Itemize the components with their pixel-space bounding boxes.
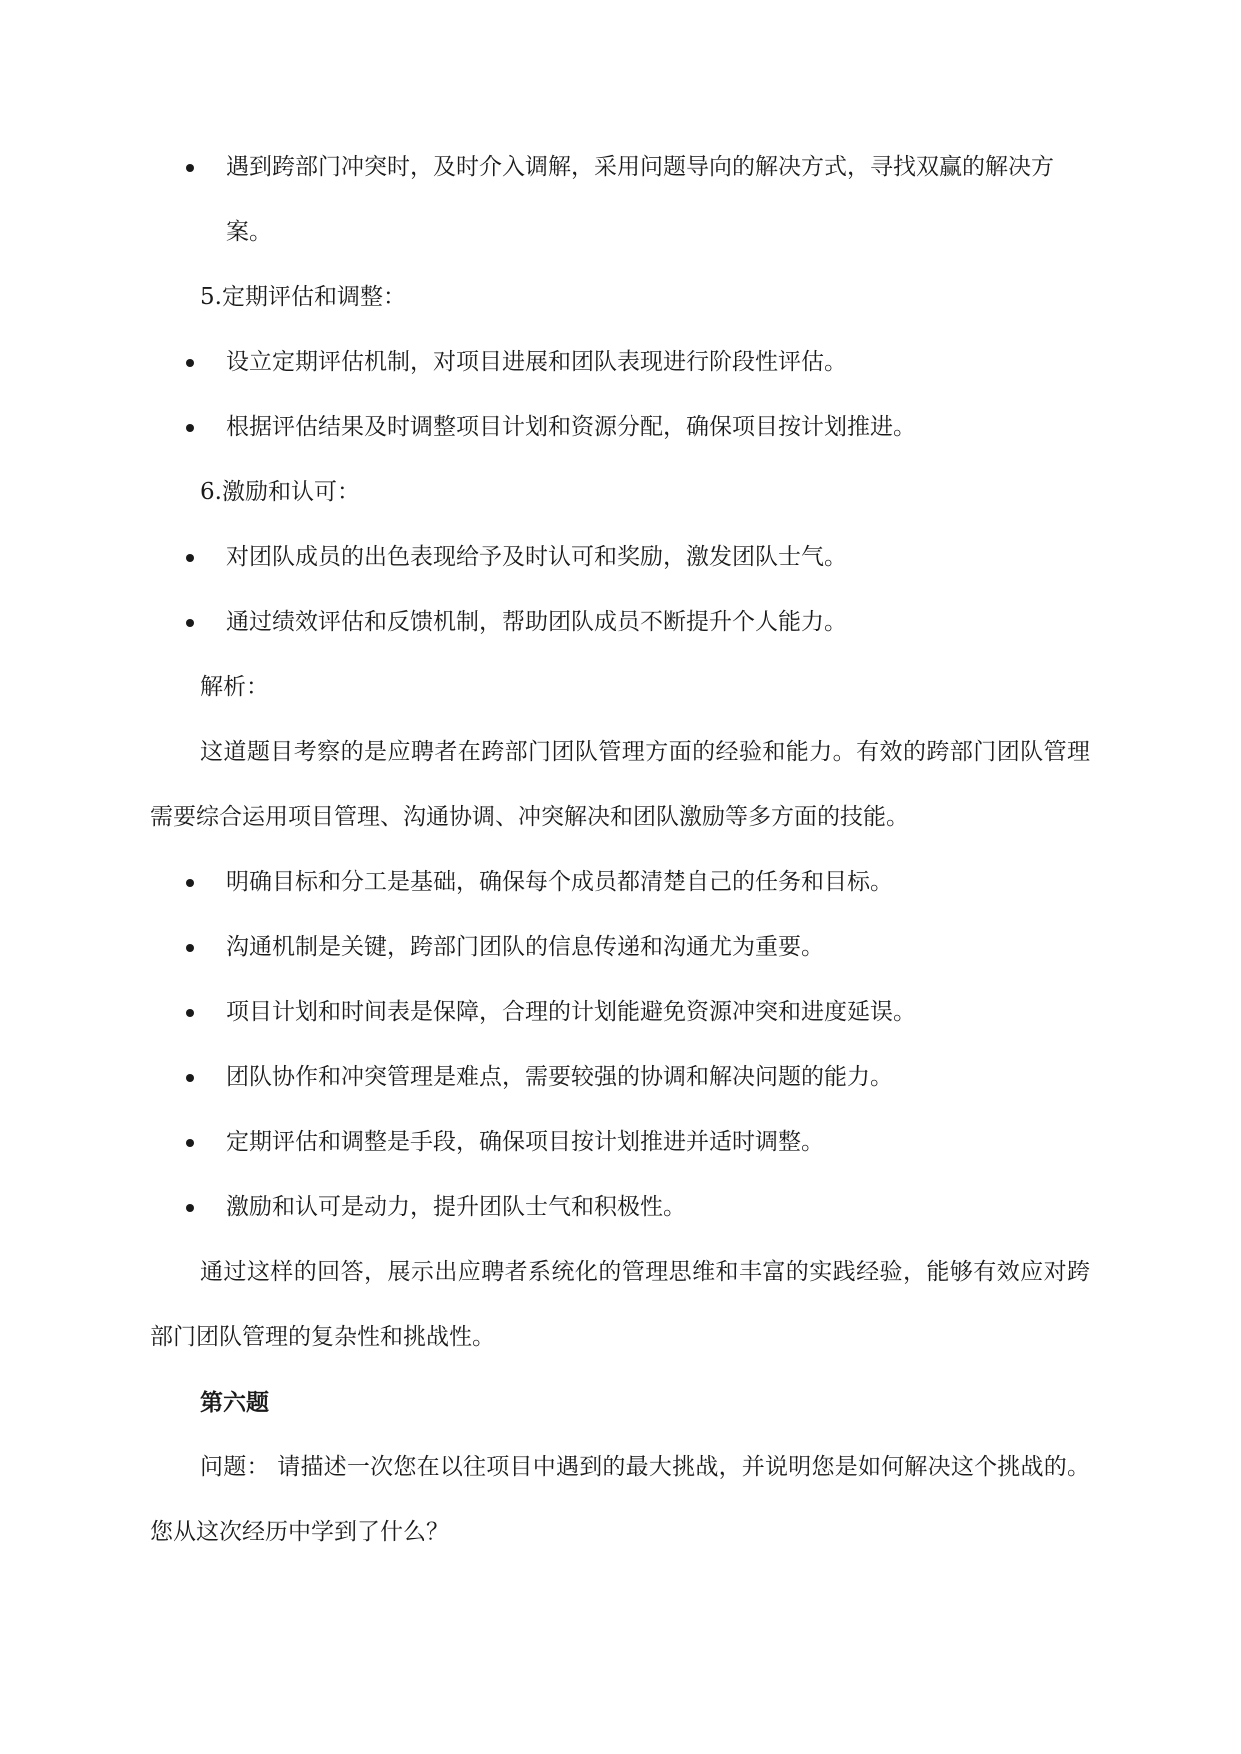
list-item [150, 395, 1090, 460]
analysis-paragraph: 这道题目考察的是应聘者在跨部门团队管理方面的经验和能力。有效的跨部门团队管理需要综合运用项目管理、沟通协调、冲突解决和团队激励等多方面的技能。 [150, 739, 1090, 830]
list-item-text: 对团队成员的出色表现给予及时认可和奖励，激发团队士气。 [226, 544, 847, 570]
list-item [150, 850, 1090, 915]
bullet-icon [186, 1074, 194, 1082]
list-item [150, 980, 1090, 1045]
list-item-text: 明确目标和分工是基础，确保每个成员都清楚自己的任务和目标。 [226, 869, 893, 895]
list-item-text: 定期评估和调整是手段，确保项目按计划推进并适时调整。 [226, 1129, 824, 1155]
list-item [150, 1110, 1090, 1175]
list-item [150, 330, 1090, 395]
list-item-text: 设立定期评估机制，对项目进展和团队表现进行阶段性评估。 [226, 349, 847, 375]
section-heading: 6.激励和认可： [200, 479, 360, 505]
section-heading: 5.定期评估和调整： [200, 284, 406, 310]
list-item-text: 激励和认可是动力，提升团队士气和积极性。 [226, 1194, 686, 1220]
list-item [150, 1175, 1090, 1240]
list-item [150, 1045, 1090, 1110]
analysis-label: 解析： [200, 674, 269, 700]
bullet-icon [186, 944, 194, 952]
bullet-icon [186, 1009, 194, 1017]
bullet-icon [186, 1139, 194, 1147]
question-paragraph: 问题： 请描述一次您在以往项目中遇到的最大挑战，并说明您是如何解决这个挑战的。您从这次经历中学到了什么？ [150, 1454, 1090, 1545]
list-item [150, 590, 1090, 655]
list-item [150, 525, 1090, 590]
bullet-icon [186, 554, 194, 562]
list-item-text: 通过绩效评估和反馈机制，帮助团队成员不断提升个人能力。 [226, 609, 847, 635]
bullet-icon [186, 1204, 194, 1212]
bullet-icon [186, 619, 194, 627]
list-item-text: 根据评估结果及时调整项目计划和资源分配，确保项目按计划推进。 [226, 414, 916, 440]
bullet-icon [186, 164, 194, 172]
list-item [150, 915, 1090, 980]
list-item-text: 团队协作和冲突管理是难点，需要较强的协调和解决问题的能力。 [226, 1064, 893, 1090]
summary-paragraph: 通过这样的回答，展示出应聘者系统化的管理思维和丰富的实践经验，能够有效应对跨部门团队管理的复杂性和挑战性。 [150, 1259, 1090, 1350]
document-body [150, 135, 1090, 1565]
list-item-text: 遇到跨部门冲突时，及时介入调解，采用问题导向的解决方式，寻找双赢的解决方案。 [226, 154, 1054, 245]
bullet-icon [186, 879, 194, 887]
section-title: 第六题 [200, 1389, 269, 1416]
list-item-text: 沟通机制是关键，跨部门团队的信息传递和沟通尤为重要。 [226, 934, 824, 960]
list-item-text: 项目计划和时间表是保障，合理的计划能避免资源冲突和进度延误。 [226, 999, 916, 1025]
bullet-icon [186, 359, 194, 367]
bullet-icon [186, 424, 194, 432]
list-item [150, 135, 1090, 265]
